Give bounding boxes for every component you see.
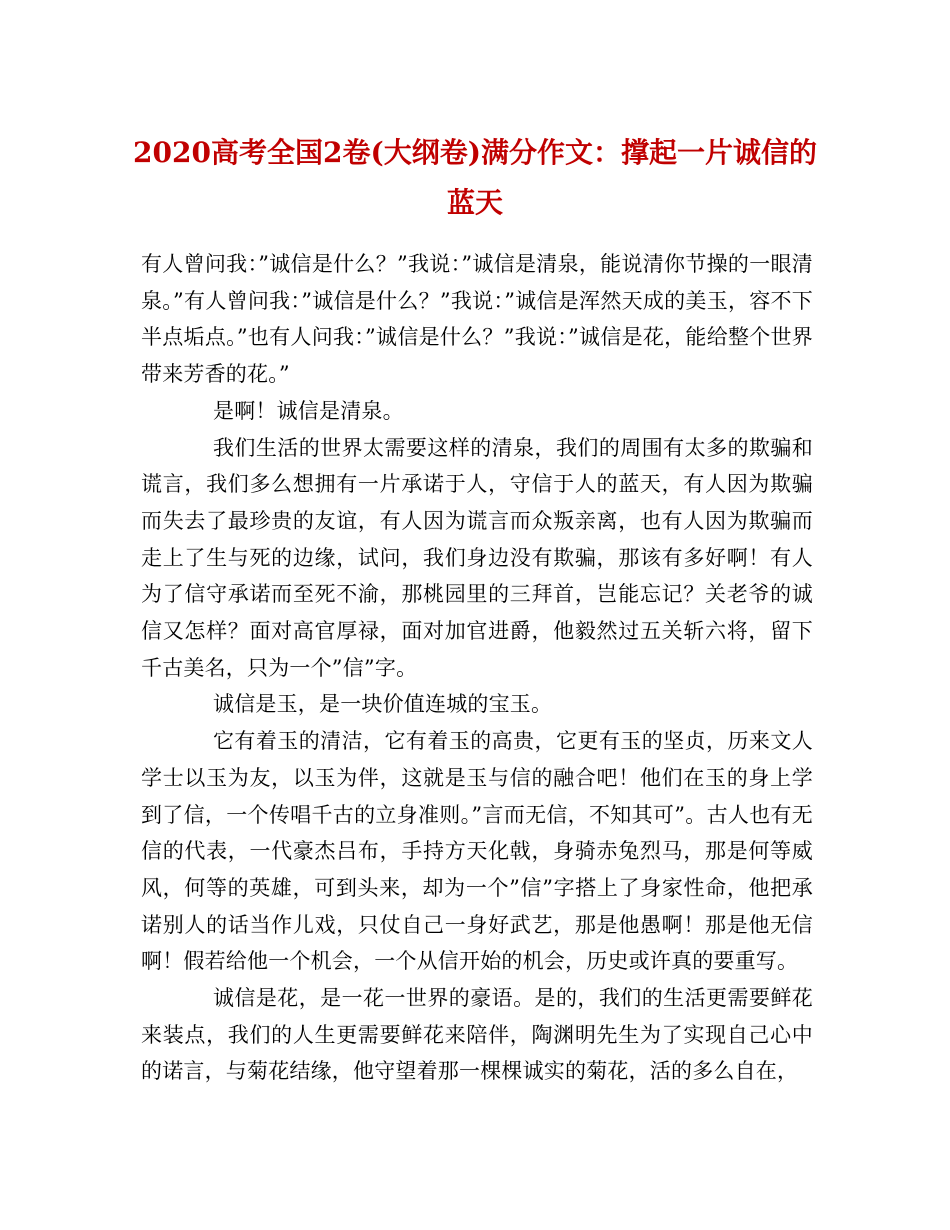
paragraph-flower: 诚信是花，是一花一世界的豪语。是的，我们的生活更需要鲜花来装点，我们的人生更需要鲜花来陪伴，陶渊明先生为了实现自己心中的诺言，与菊花结缘，他守望着那一棵棵诚实的菊花，活的多么自在， <box>141 986 813 1084</box>
document-title: 2020高考全国2卷(大纲卷)满分作文：撑起一片诚信的蓝天 <box>133 136 817 219</box>
paragraph-spring-heading: 是啊！诚信是清泉。 <box>213 398 404 423</box>
paragraph-jade: 它有着玉的清洁，它有着玉的高贵，它更有玉的坚贞，历来文人学士以玉为友，以玉为伴，这就是玉与信的融合吧！他们在玉的身上学到了信，一个传唱千古的立身准则。”言而无信，不知其可”。古人也有无信的代表，一代豪杰吕布，手持方天化戟，身骑赤兔烈马，那是何等威风，何等的英雄，可到头来，却为一个”信”字搭上了身家性命，他把承诺别人的话当作儿戏，只仗自己一身好武艺，那是他愚啊！那是他无信啊！假若给他一个机会，一个从信开始的机会，历史或许真的要重写。 <box>141 729 813 974</box>
paragraph-intro: 有人曾问我：”诚信是什么？”我说：”诚信是清泉，能说清你节操的一眼清泉。”有人曾问我：”诚信是什么？”我说：”诚信是浑然天成的美玉，容不下半点垢点。”也有人问我：”诚信是什么？”我说：”诚信是花，能给整个世界带来芳香的花。” <box>141 252 813 387</box>
paragraph-jade-heading: 诚信是玉，是一块价值连城的宝玉。 <box>213 692 553 717</box>
document-body <box>141 246 813 1090</box>
paragraph-spring: 我们生活的世界太需要这样的清泉，我们的周围有太多的欺骗和谎言，我们多么想拥有一片承诺于人，守信于人的蓝天，有人因为欺骗而失去了最珍贵的友谊，有人因为谎言而众叛亲离，也有人因为欺骗而走上了生与死的边缘，试问，我们身边没有欺骗，那该有多好啊！有人为了信守承诺而至死不渝，那桃园里的三拜首，岂能忘记？关老爷的诚信又怎样？面对高官厚禄，面对加官进爵，他毅然过五关斩六将，留下千古美名，只为一个”信”字。 <box>141 435 813 680</box>
